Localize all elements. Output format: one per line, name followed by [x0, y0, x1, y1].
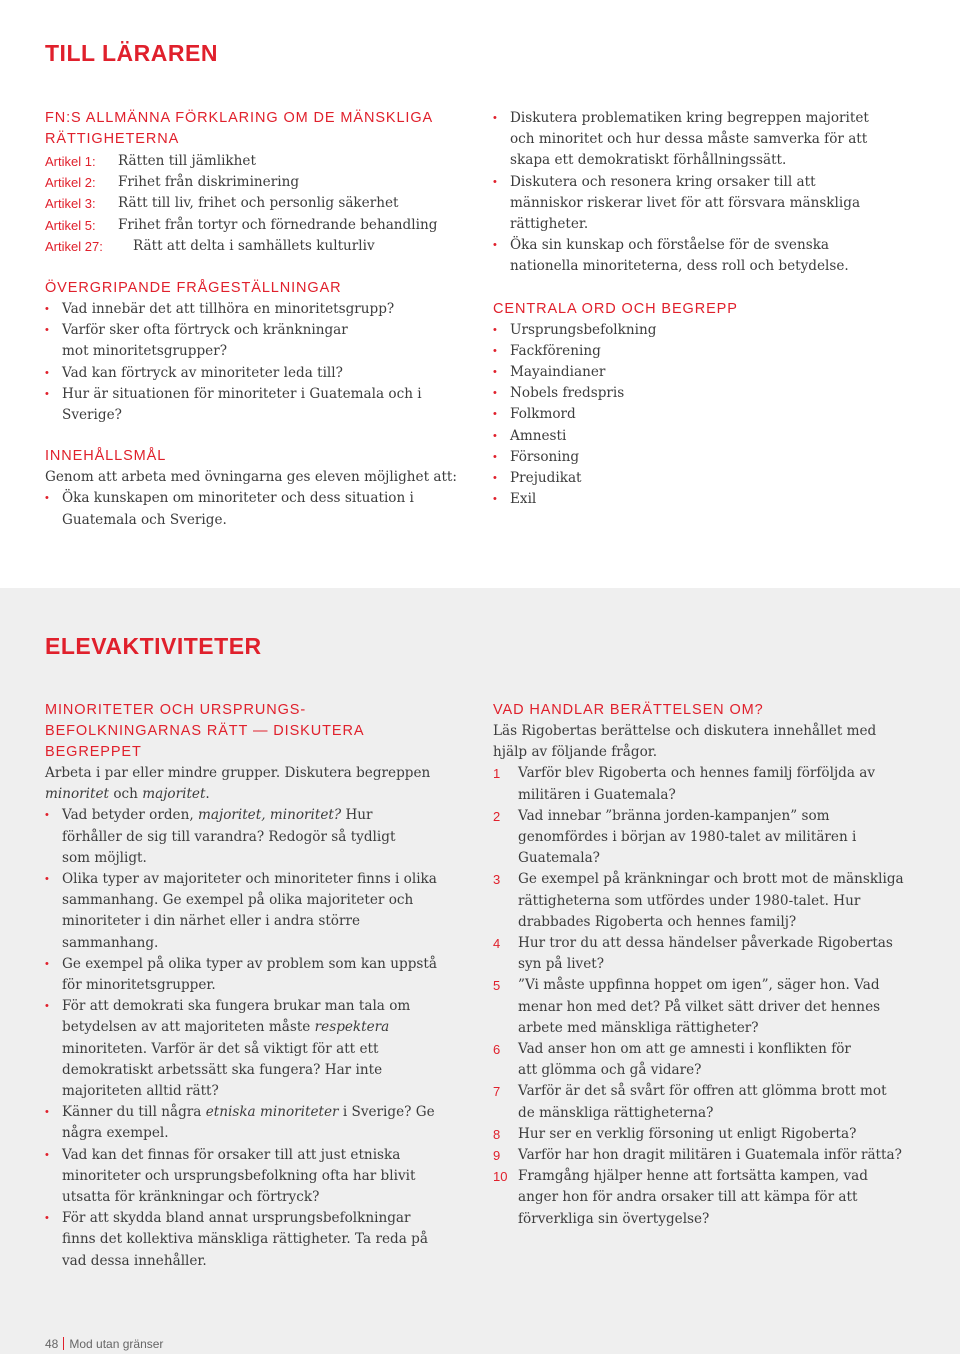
question-number: 7 [493, 1084, 501, 1100]
list-item [45, 996, 465, 1102]
text-emphasis: majoritet [142, 786, 206, 803]
list-item [45, 805, 420, 869]
list-item: • Folkmord [493, 404, 893, 425]
list-item: • Öka kunskapen om minoriteter och dess situation i Guatemala och Sverige. [45, 488, 420, 530]
left-column-bottom [45, 700, 465, 1272]
question-number: 4 [493, 936, 501, 952]
list-item: • Ursprungsbefolkning [493, 320, 893, 341]
list-item: • Exil [493, 489, 893, 510]
text: minoriteten. Varför är det så viktigt för att ett demokratiskt arbetssätt ska fungera? Har inte majoriteten alltid rätt? [62, 1040, 383, 1100]
text: och [109, 786, 143, 803]
article-row [45, 193, 470, 214]
question-list [493, 763, 913, 1229]
question-item [493, 1166, 893, 1230]
question-text: Framgång hjälper henne att fortsätta kampen, vad anger hon för andra orsaker till att kämpa för att förverkliga sin övertygelse? [518, 1168, 868, 1227]
list-item: • Varför sker ofta förtryck och kränkningar mot minoritetsgrupper? [45, 320, 375, 362]
question-number: 1 [493, 766, 501, 782]
article-text: Frihet från tortyr och förnedrande behandling [118, 216, 438, 233]
text-emphasis: majoritet, minoritet? [197, 807, 342, 824]
centrala-heading: CENTRALA ORD OCH BEGREPP [493, 300, 738, 317]
list-item: • Diskutera och resonera kring orsaker till att människor riskerar livet för att försvara mänskliga rättigheter. [493, 172, 878, 236]
innehall-intro: Genom att arbeta med övningarna ges eleven möjlighet att: [45, 469, 457, 486]
list-item [45, 1102, 455, 1144]
question-text: Varför är det så svårt för offren att glömma brott mot de mänskliga rättigheterna? [518, 1083, 887, 1121]
article-label: Artikel 27: [45, 238, 103, 254]
list-item: • Vad kan det finnas för orsaker till att just etniska minoriteter och ursprungsbefolkning ofta har blivit utsatta för kränkningar och förtryck? [45, 1145, 465, 1209]
section-title: ELEVAKTIVITETER [45, 633, 262, 659]
question-text: Varför blev Rigoberta och hennes familj förföljda av militären i Guatemala? [518, 765, 876, 803]
question-item [493, 1124, 913, 1145]
article-row [45, 215, 470, 236]
centrala-list [493, 320, 893, 511]
list-item: • Amnesti [493, 426, 893, 447]
question-item [493, 975, 913, 1039]
article-label: Artikel 1: [45, 154, 96, 169]
text: För att demokrati ska fungera brukar man tala om betydelsen av att majoriteten måste [62, 998, 411, 1036]
berattelse-heading: VAD HANDLAR BERÄTTELSEN OM? [493, 702, 764, 718]
list-item: • Prejudikat [493, 468, 893, 489]
list-item: • Mayaindianer [493, 362, 893, 383]
list-item: • Olika typer av majoriteter och minoriteter finns i olika sammanhang. Ge exempel på olika majoriteter och minoriteter i din närhet eller i andra större sammanhang. [45, 869, 455, 954]
overgripande-heading: ÖVERGRIPANDE FRÅGESTÄLLNINGAR [45, 280, 342, 297]
innehall-list [45, 488, 420, 530]
text: Arbeta i par eller mindre grupper. Diskutera begreppen [45, 765, 431, 781]
question-item [493, 869, 913, 933]
text: i Sverige? Ge några exempel. [62, 1104, 435, 1142]
question-text: Varför har hon dragit militären i Guatemala inför rätta? [518, 1147, 902, 1164]
text: Vad betyder orden, [62, 807, 198, 824]
question-number: 9 [493, 1148, 501, 1164]
list-item: • Öka sin kunskap och förståelse för de svenska nationella minoriteterna, dess roll och betydelse. [493, 235, 888, 277]
question-item [493, 1081, 888, 1123]
list-item: • Ge exempel på olika typer av problem som kan uppstå för minoritetsgrupper. [45, 954, 450, 996]
list-item: • Hur är situationen för minoriteter i Guatemala och i Sverige? [45, 384, 470, 426]
innehall-heading: INNEHÅLLSMÅL [45, 448, 167, 465]
question-item [493, 1039, 863, 1081]
question-item [493, 1145, 913, 1166]
list-item: • Fackförening [493, 341, 893, 362]
question-item [493, 763, 893, 805]
left-column-top [45, 108, 470, 531]
text-emphasis: etniska minoriteter [205, 1104, 339, 1121]
question-number: 6 [493, 1042, 501, 1058]
question-text: Vad anser hon om att ge amnesti i konflikten för att glömma och gå vidare? [518, 1041, 851, 1079]
article-label: Artikel 3: [45, 196, 96, 212]
question-number: 10 [493, 1169, 508, 1185]
article-text: Frihet från diskriminering [118, 174, 300, 191]
question-text: Hur tror du att dessa händelser påverkade Rigobertas syn på livet? [518, 935, 893, 973]
text: . [205, 786, 210, 803]
list-item: • Diskutera problematiken kring begreppen majoritet och minoritet och hur dessa måste samverka för att skapa ett demokratiskt förhållningssätt. [493, 108, 888, 172]
article-row [45, 151, 470, 172]
question-number: 5 [493, 978, 501, 994]
list-item: • För att skydda bland annat ursprungsbefolkningar finns det kollektiva mänskliga rättigheter. Ta reda på vad dessa innehåller. [45, 1208, 445, 1272]
question-text: Ge exempel på kränkningar och brott mot de mänskliga rättigheterna som utfördes under 1980-talet. Hur drabbades Rigoberta och hennes familj? [518, 871, 904, 930]
footer-separator [63, 1337, 64, 1350]
article-list [45, 151, 470, 257]
overgripande-list [45, 299, 445, 426]
article-row [45, 172, 470, 193]
text: Hur förhåller de sig till varandra? Redogör så tydligt som möjligt. [62, 807, 396, 866]
question-text: ”Vi måste uppfinna hoppet om igen”, säger hon. Vad menar hon med det? På vilket sätt driver det hennes arbete med mänskliga rättigheter? [518, 977, 881, 1036]
page-title: TILL LÄRAREN [45, 40, 218, 66]
question-item [493, 806, 908, 870]
article-text: Rätten till jämlikhet [118, 153, 256, 169]
berattelse-intro: Läs Rigobertas berättelse och diskutera innehållet med hjälp av följande frågor. [493, 723, 877, 761]
right-column-top [493, 108, 893, 510]
question-text: Hur ser en verklig försoning ut enligt Rigoberta? [518, 1125, 857, 1142]
question-number: 8 [493, 1126, 501, 1142]
text-emphasis: respektera [314, 1019, 390, 1036]
fn-heading: FN:S ALLMÄNNA FÖRKLARING OM DE MÄNSKLIGA RÄTTIGHETERNA [45, 110, 433, 147]
minoriteter-intro [45, 763, 470, 805]
list-item: • Försoning [493, 447, 893, 468]
article-row [45, 236, 470, 257]
article-label: Artikel 2: [45, 175, 96, 191]
question-text: Vad innebar ”bränna jorden-kampanjen” som genomfördes i början av 1980-talet av militären i Guatemala? [518, 807, 857, 867]
article-label: Artikel 5: [45, 217, 96, 233]
list-item: • Vad kan förtryck av minoriteter leda till? [45, 363, 445, 384]
question-number: 3 [493, 872, 501, 888]
publication-title: Mod utan gränser [69, 1337, 164, 1351]
right-column-bottom [493, 700, 913, 1230]
article-text: Rätt att delta i samhällets kulturliv [133, 237, 375, 254]
text-emphasis: minoritet [45, 786, 109, 803]
discussion-list [45, 805, 465, 1271]
page-number: 48 [45, 1337, 59, 1351]
page-footer [45, 1337, 163, 1351]
question-item [493, 933, 893, 975]
question-number: 2 [493, 808, 501, 824]
list-item: • Vad innebär det att tillhöra en minoritetsgrupp? [45, 299, 445, 320]
right-goals-list [493, 108, 893, 278]
list-item: • Nobels fredspris [493, 383, 893, 404]
article-text: Rätt till liv, frihet och personlig säkerhet [118, 195, 399, 212]
text: Känner du till några [62, 1104, 206, 1121]
minoriteter-heading: MINORITETER OCH URSPRUNGSBEFOLKNINGARNAS RÄTT — DISKUTERA BEGREPPET [45, 702, 364, 760]
